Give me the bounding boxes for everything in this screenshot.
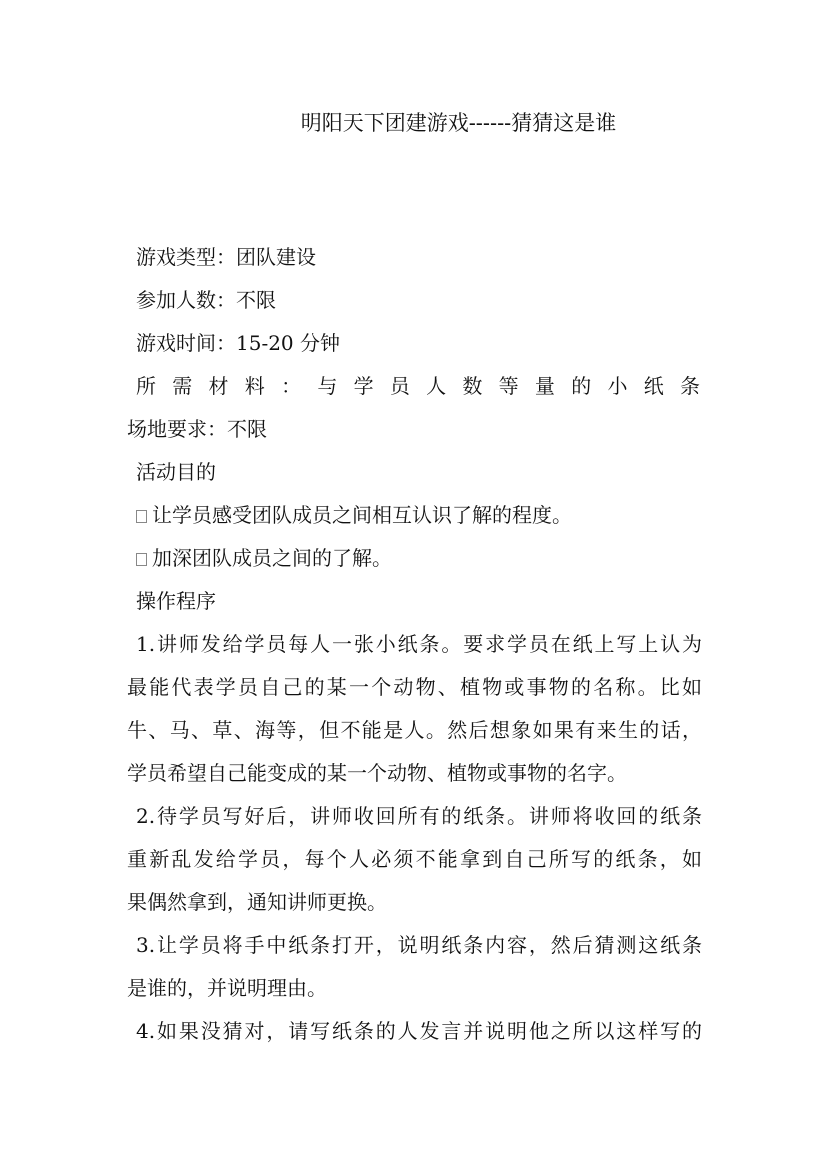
materials-char: 需 [172, 374, 193, 398]
materials-char: 人 [426, 374, 447, 398]
purpose-heading: 活动目的 [136, 460, 216, 484]
step-line: 果偶然拿到，通知讲师更换。 [127, 890, 387, 914]
participants-line: 参加人数：不限 [136, 288, 276, 312]
purpose-item [127, 494, 702, 537]
procedure-heading: 操作程序 [136, 589, 216, 613]
document-title: 明阳天下团建游戏------猜猜这是谁 [300, 111, 617, 135]
materials-char: ： [281, 374, 302, 398]
game-type-line: 游戏类型：团队建设 [136, 245, 316, 269]
checkbox-bullet-icon [136, 553, 147, 566]
step-line: 最能代表学员自己的某一个动物、植物或事物的名称。比如 [127, 675, 702, 699]
step-line: 4.如果没猜对，请写纸条的人发言并说明他之所以这样写的 [136, 1019, 702, 1043]
venue-line: 场地要求：不限 [127, 417, 267, 441]
procedure-step-2 [127, 795, 702, 924]
materials-char: 材 [208, 374, 229, 398]
step-line: 牛、马、草、海等，但不能是人。然后想象如果有来生的话， [127, 718, 702, 742]
document-body [127, 236, 702, 1053]
step-line: 2.待学员写好后，讲师收回所有的纸条。讲师将收回的纸条 [136, 804, 702, 828]
duration-line: 游戏时间：15-20 分钟 [136, 331, 341, 355]
materials-char: 数 [462, 374, 483, 398]
procedure-step-3 [127, 924, 702, 1010]
procedure-step-4 [127, 1010, 702, 1053]
checkbox-bullet-icon [136, 510, 147, 523]
materials-char: 与 [317, 374, 338, 398]
purpose-item [127, 537, 702, 580]
materials-char: 学 [353, 374, 374, 398]
procedure-step-1 [127, 623, 702, 795]
materials-line [127, 365, 702, 408]
materials-char: 员 [389, 374, 410, 398]
materials-char: 所 [136, 374, 156, 398]
purpose-item-text: 加深团队成员之间的了解。 [152, 546, 392, 570]
step-line: 重新乱发给学员，每个人必须不能拿到自己所写的纸条，如 [127, 847, 702, 871]
materials-char: 的 [571, 374, 592, 398]
step-line: 是谁的，并说明理由。 [127, 976, 327, 1000]
materials-char: 料 [244, 374, 265, 398]
materials-char: 纸 [643, 374, 664, 398]
materials-char: 量 [534, 374, 555, 398]
materials-char: 小 [607, 374, 628, 398]
materials-char: 条 [679, 374, 700, 398]
step-line: 1.讲师发给学员每人一张小纸条。要求学员在纸上写上认为 [136, 632, 702, 656]
materials-char: 等 [498, 374, 519, 398]
purpose-item-text: 让学员感受团队成员之间相互认识了解的程度。 [152, 503, 572, 527]
step-line: 学员希望自己能变成的某一个动物、植物或事物的名字。 [127, 761, 627, 785]
step-line: 3.让学员将手中纸条打开，说明纸条内容，然后猜测这纸条 [136, 933, 702, 957]
